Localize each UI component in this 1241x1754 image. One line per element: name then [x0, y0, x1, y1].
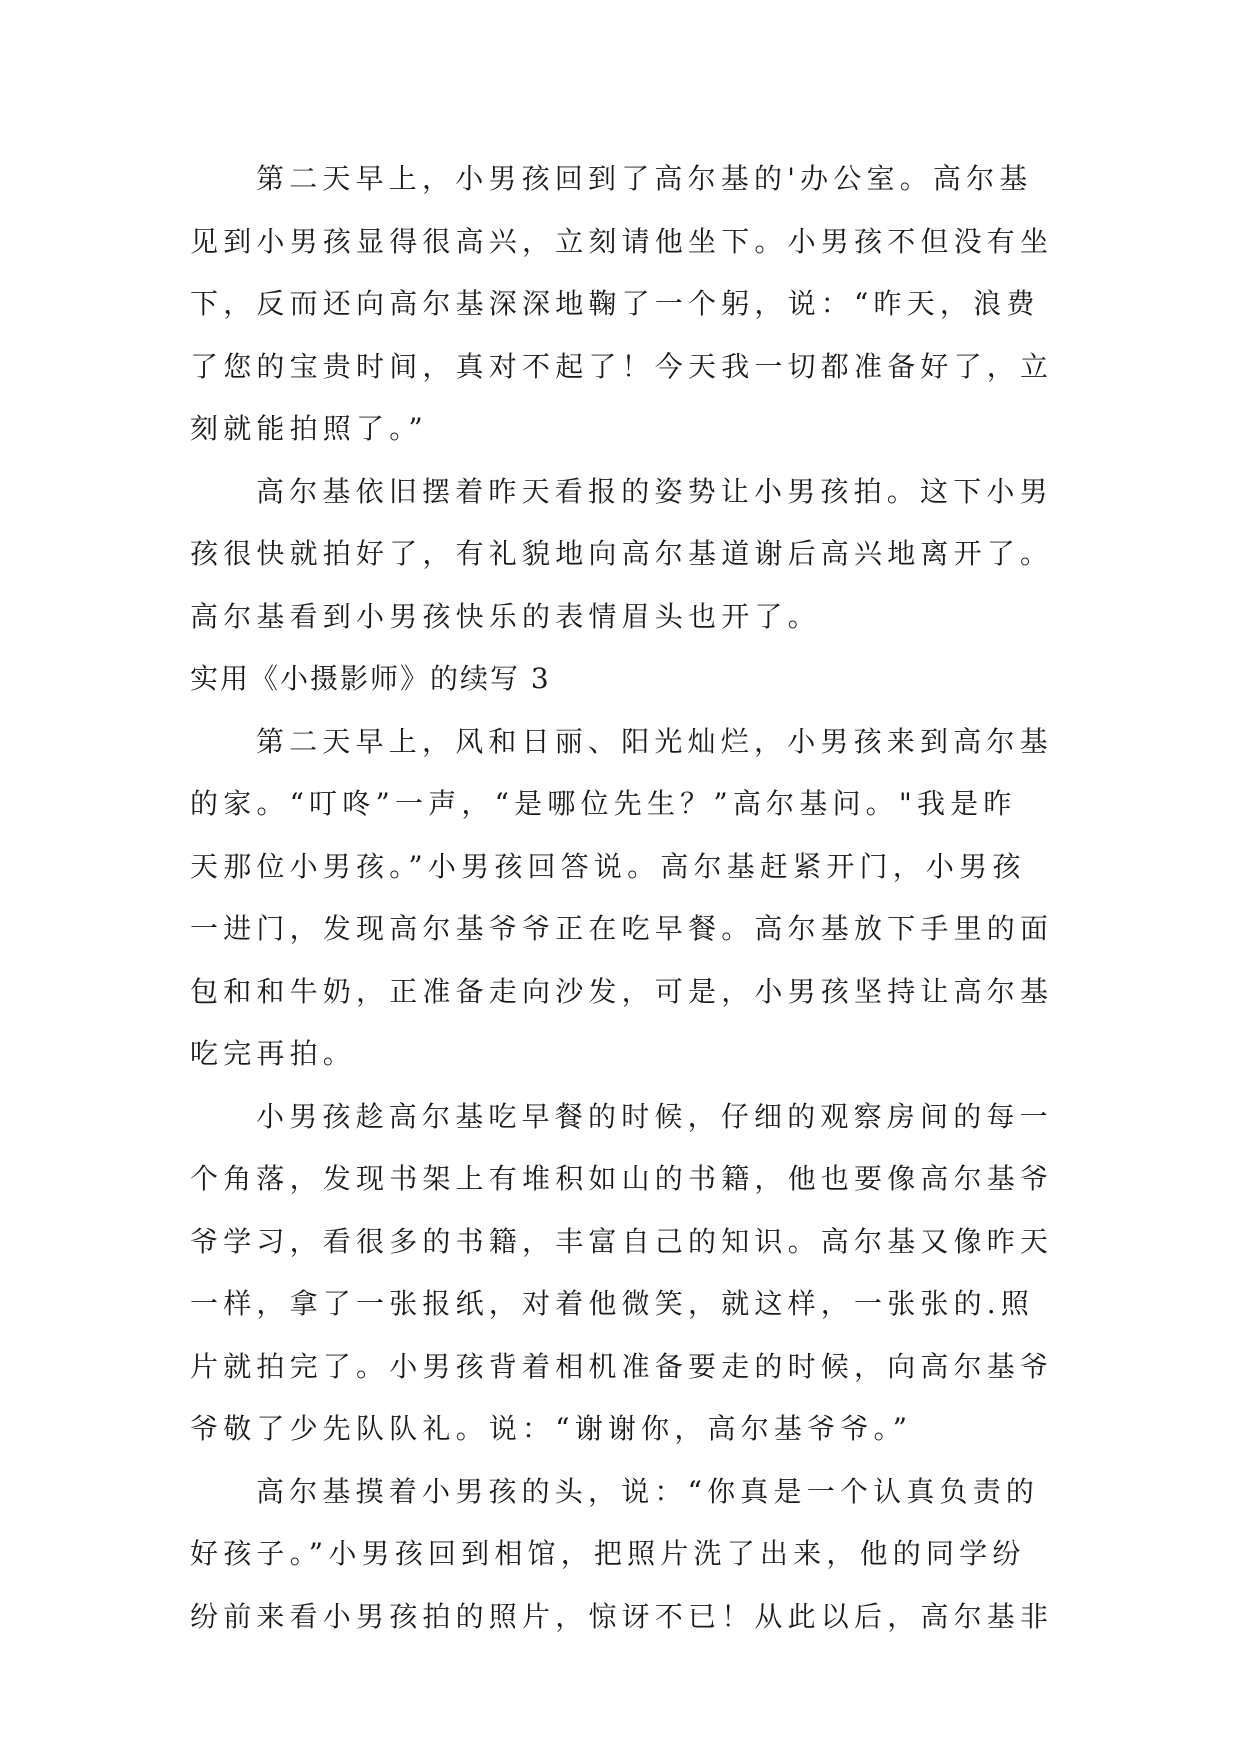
text-line: 孩很快就拍好了，有礼貌地向高尔基道谢后高兴地离开了。: [190, 537, 1054, 570]
text-line: 天那位小男孩。”小男孩回答说。高尔基赶紧开门，小男孩: [190, 849, 1026, 883]
text-line: 第二天早上，小男孩回到了高尔基的'办公室。高尔基: [256, 162, 1033, 195]
document-body: [190, 148, 1090, 1648]
text-line: 高尔基依旧摆着昨天看报的姿势让小男孩拍。这下小男: [256, 474, 1053, 508]
text-line: 好孩子。”小男孩回到相馆，把照片洗了出来，他的同学纷: [190, 1537, 1026, 1570]
text-line: 第二天早上，风和日丽、阳光灿烂，小男孩来到高尔基: [256, 724, 1053, 758]
text-line: 一样，拿了一张报纸，对着他微笑，就这样，一张张的.照: [190, 1287, 1035, 1320]
text-line: 片就拍完了。小男孩背着相机准备要走的时候，向高尔基爷: [190, 1349, 1054, 1383]
text-line: 包和和牛奶，正准备走向沙发，可是，小男孩坚持让高尔基: [190, 974, 1054, 1008]
text-line: 的家。“叮咚”一声，“是哪位先生？”高尔基问。"我是昨: [190, 787, 1017, 820]
text-line: 一进门，发现高尔基爷爷正在吃早餐。高尔基放下手里的面: [190, 912, 1054, 945]
text-line: 爷学习，看很多的书籍，丰富自己的知识。高尔基又像昨天: [190, 1224, 1054, 1258]
text-line: 刻就能拍照了。”: [190, 412, 428, 445]
text-line: 纷前来看小男孩拍的照片，惊讶不已！从此以后，高尔基非: [190, 1599, 1054, 1633]
text-line: 高尔基摸着小男孩的头，说：“你真是一个认真负责的: [256, 1474, 1040, 1508]
text-line: 见到小男孩显得很高兴，立刻请他坐下。小男孩不但没有坐: [190, 224, 1054, 258]
text-line: 爷敬了少先队队礼。说：“谢谢你，高尔基爷爷。”: [190, 1412, 913, 1445]
text-line: 高尔基看到小男孩快乐的表情眉头也开了。: [190, 599, 821, 633]
text-line: 吃完再拍。: [190, 1037, 357, 1070]
section-heading: 实用《小摄影师》的续写 3: [190, 662, 551, 695]
text-line: 个角落，发现书架上有堆积如山的书籍，他也要像高尔基爷: [190, 1162, 1054, 1195]
text-line: 小男孩趁高尔基吃早餐的时候，仔细的观察房间的每一: [256, 1099, 1053, 1133]
text-line: 了您的宝贵时间，真对不起了！今天我一切都准备好了，立: [190, 349, 1054, 383]
text-line: 下，反而还向高尔基深深地鞠了一个躬，说：“昨天，浪费: [190, 287, 1040, 320]
